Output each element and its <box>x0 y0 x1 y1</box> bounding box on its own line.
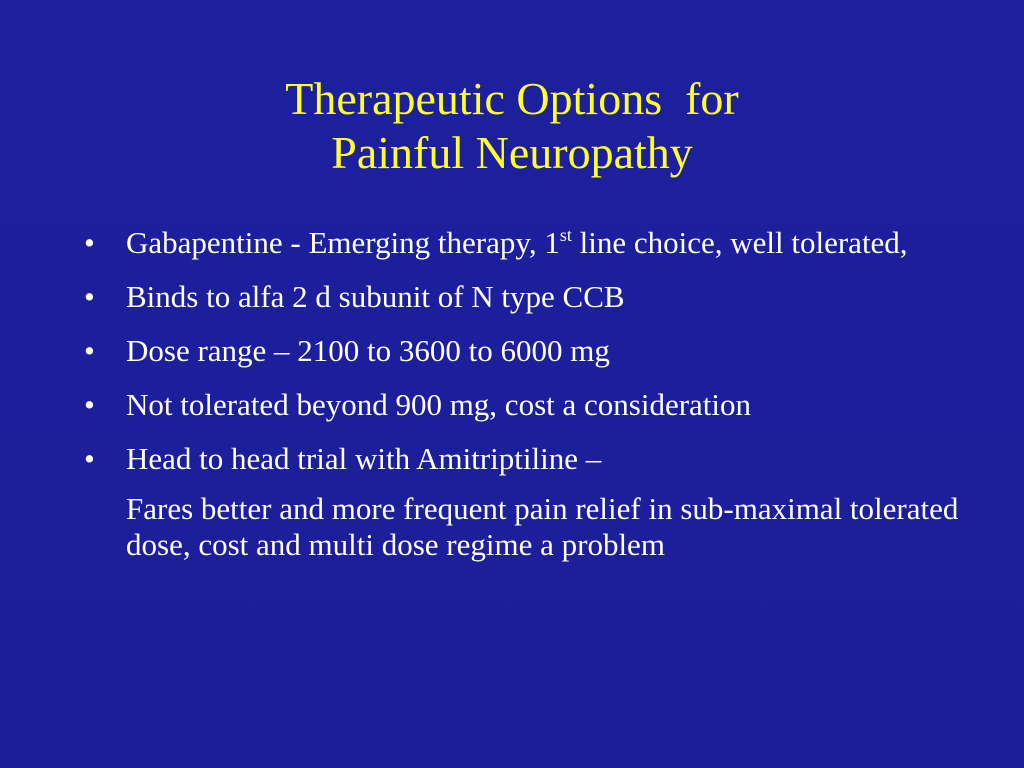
bullet-item-not-tolerated <box>84 387 964 423</box>
bullet-text: Binds to alfa 2 d subunit of N type CCB <box>126 279 625 314</box>
bullet-text: Not tolerated beyond 900 mg, cost a consideration <box>126 387 752 422</box>
bullet-item-dose-range <box>84 333 964 369</box>
bullet-icon: • <box>84 279 95 314</box>
superscript-st: st <box>559 225 572 245</box>
title-line-2: Painful Neuropathy <box>331 127 693 178</box>
bullet-item-head-to-head <box>84 441 964 477</box>
bullet-item-gabapentine <box>84 225 964 261</box>
bullet-icon: • <box>84 225 95 260</box>
bullet-text-continued: line choice, well tolerated, <box>571 225 908 260</box>
bullet-icon: • <box>84 441 95 476</box>
continuation-paragraph: Fares better and more frequent pain relief in sub-maximal tolerated dose, cost and multi dose regime a problem <box>126 491 959 562</box>
bullet-list <box>84 225 964 563</box>
bullet-text: Dose range – 2100 to 3600 to 6000 mg <box>126 333 610 368</box>
bullet-text: Head to head trial with Amitriptiline – <box>126 441 602 476</box>
bullet-icon: • <box>84 333 95 368</box>
title-line-1: Therapeutic Options for <box>285 73 739 124</box>
bullet-text: Gabapentine - Emerging therapy, 1 <box>126 225 560 260</box>
slide-title <box>0 72 1024 180</box>
bullet-item-binds <box>84 279 964 315</box>
bullet-icon: • <box>84 387 95 422</box>
